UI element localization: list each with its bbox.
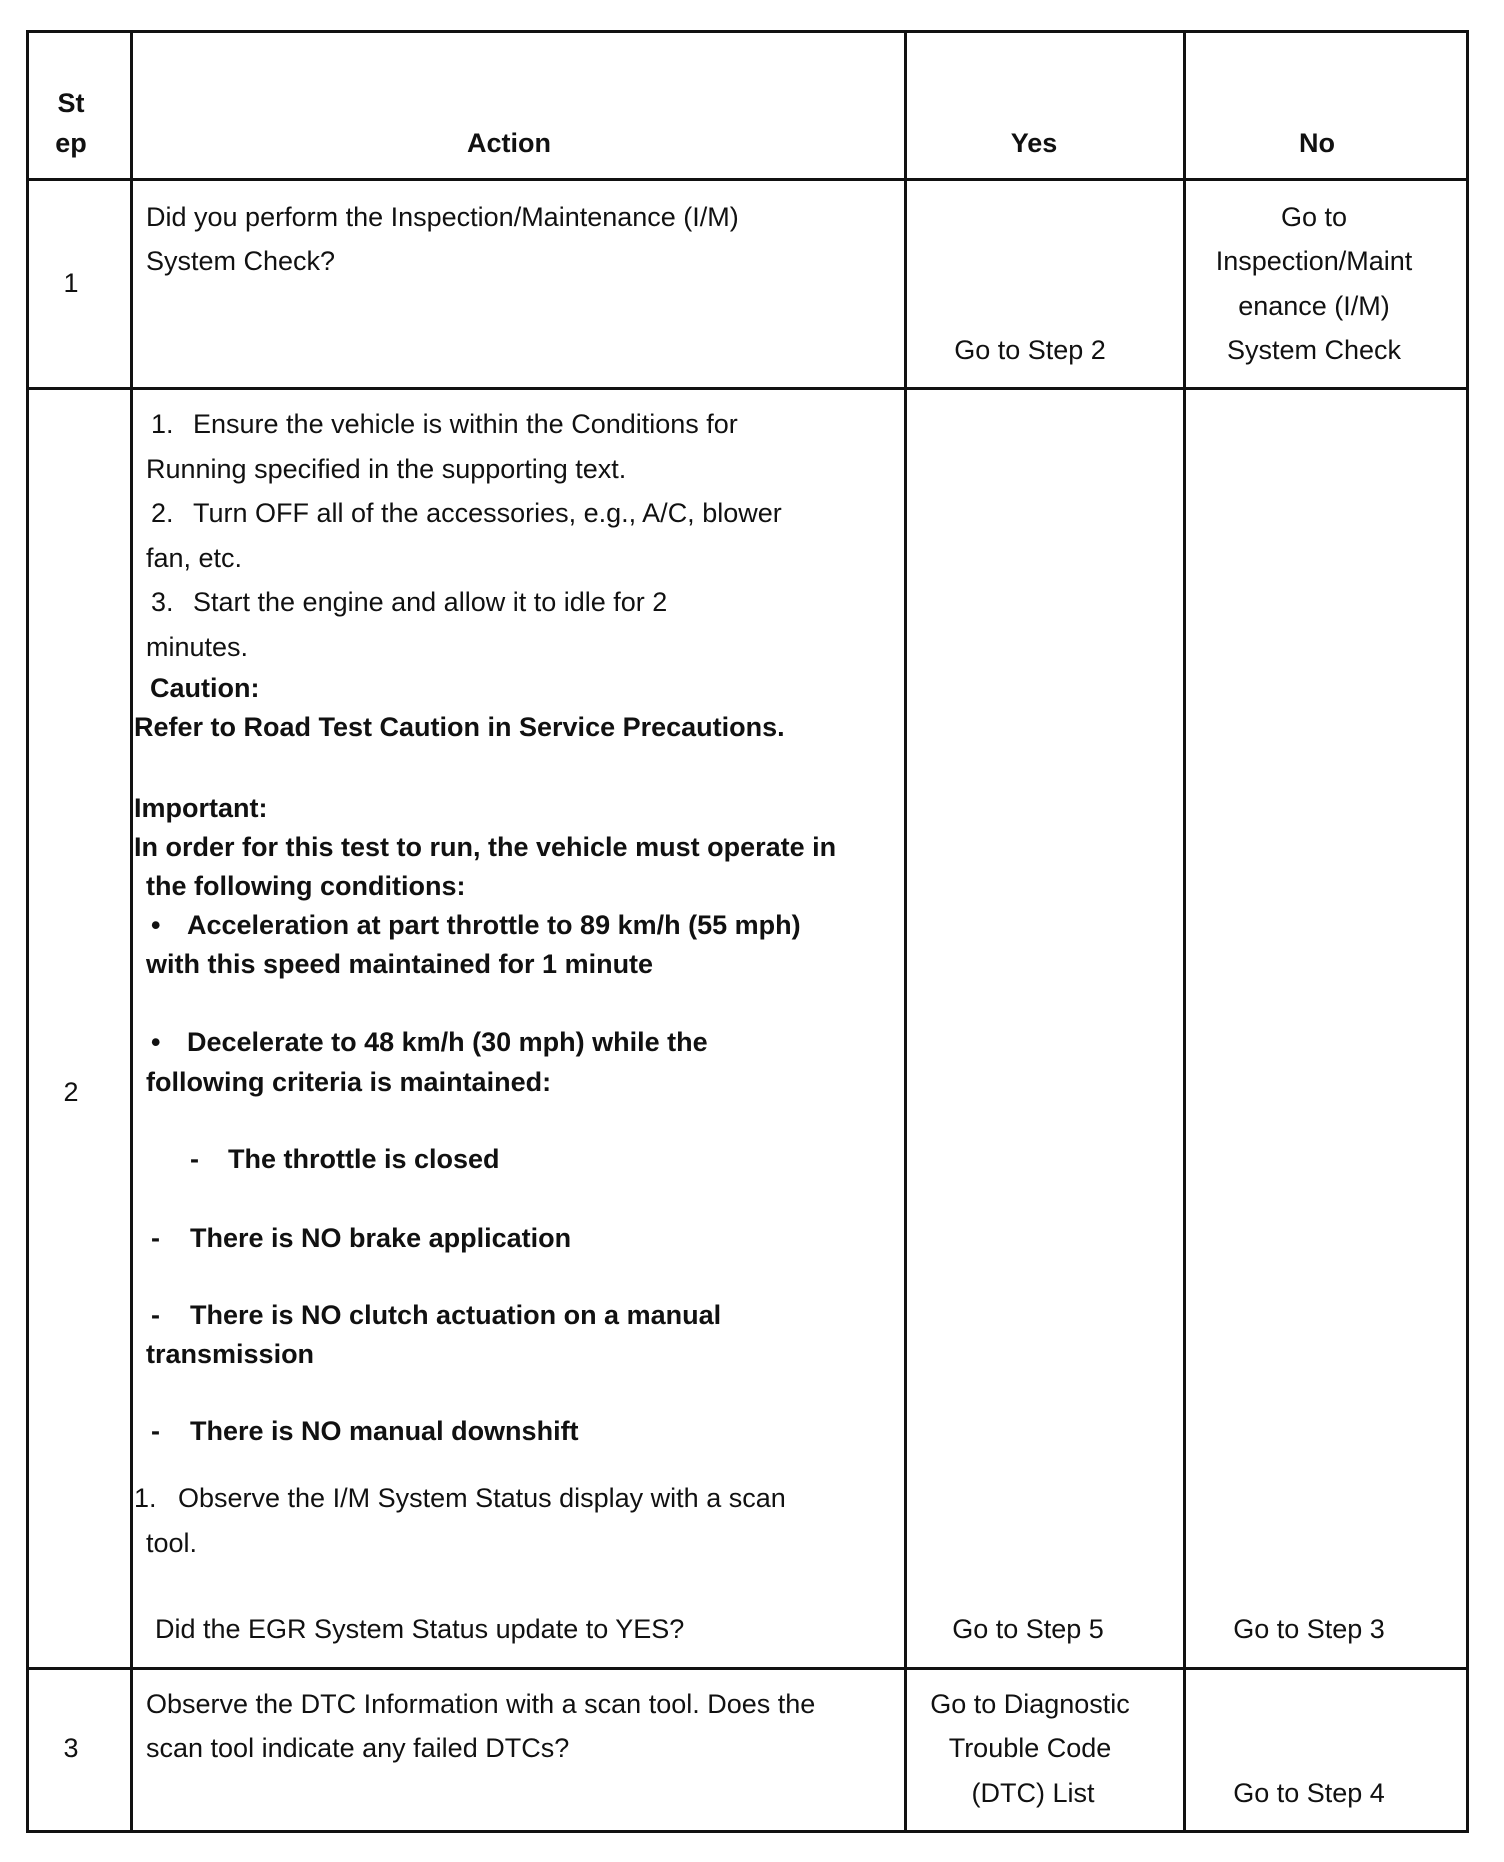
no-result-line: Go to bbox=[1280, 202, 1348, 232]
action-text: Observe the I/M System Status display with a scan bbox=[178, 1483, 786, 1513]
action-text: Turn OFF all of the accessories, e.g., A/C, blower bbox=[193, 498, 782, 528]
action-line: fan, etc. bbox=[146, 543, 243, 573]
list-marker: 2. bbox=[151, 498, 174, 528]
header-step-label: ep bbox=[55, 128, 87, 158]
criteria-dash-line bbox=[190, 1139, 500, 1179]
action-line: Running specified in the supporting text. bbox=[146, 454, 627, 484]
header-step-cell bbox=[26, 30, 133, 181]
action-line bbox=[151, 404, 738, 444]
header-yes-label: Yes bbox=[1010, 128, 1058, 158]
yes-cell bbox=[904, 1667, 1186, 1833]
condition-text: with this speed maintained for 1 minute bbox=[146, 949, 654, 979]
action-text: Ensure the vehicle is within the Conditions for bbox=[193, 409, 738, 439]
condition-bullet-line bbox=[151, 1022, 708, 1062]
criteria-text: There is NO clutch actuation on a manual bbox=[190, 1300, 722, 1330]
header-step-label: St bbox=[57, 88, 85, 118]
criteria-dash-line bbox=[151, 1218, 571, 1258]
no-result-line: Go to Step 4 bbox=[1233, 1778, 1385, 1808]
dash-marker: - bbox=[151, 1300, 160, 1330]
diagnostic-table bbox=[26, 30, 1469, 1833]
action-text: Start the engine and allow it to idle for 2 bbox=[193, 587, 668, 617]
action-cell bbox=[130, 387, 907, 1670]
action-line bbox=[151, 582, 667, 622]
bullet-marker: • bbox=[151, 1027, 161, 1057]
list-marker: 1. bbox=[134, 1483, 157, 1513]
criteria-dash-line bbox=[151, 1411, 579, 1451]
header-yes-cell bbox=[904, 30, 1186, 181]
action-line: Did you perform the Inspection/Maintenance (I/M) bbox=[146, 202, 739, 232]
criteria-text: There is NO manual downshift bbox=[190, 1416, 579, 1446]
yes-result-line: Go to Diagnostic bbox=[930, 1689, 1130, 1719]
yes-result-line: Trouble Code bbox=[948, 1733, 1112, 1763]
action-cell bbox=[130, 1667, 907, 1833]
no-result-line: Go to Step 3 bbox=[1233, 1614, 1385, 1644]
list-marker: 1. bbox=[151, 409, 174, 439]
condition-bullet-line bbox=[151, 905, 801, 945]
caution-text: Refer to Road Test Caution in Service Precautions. bbox=[134, 712, 785, 742]
criteria-text: There is NO brake application bbox=[190, 1223, 572, 1253]
action-line: System Check? bbox=[146, 246, 336, 276]
header-no-label: No bbox=[1299, 128, 1335, 158]
caution-label: Caution: bbox=[150, 673, 260, 703]
action-line: scan tool indicate any failed DTCs? bbox=[146, 1733, 570, 1763]
action-line: tool. bbox=[146, 1528, 198, 1558]
action-line bbox=[151, 493, 782, 533]
condition-text: following criteria is maintained: bbox=[146, 1067, 552, 1097]
step-cell bbox=[26, 178, 133, 390]
yes-cell bbox=[904, 387, 1186, 1670]
header-no-cell bbox=[1183, 30, 1469, 181]
condition-text: Acceleration at part throttle to 89 km/h (55 mph) bbox=[187, 910, 801, 940]
criteria-dash-line bbox=[151, 1295, 721, 1335]
no-result-line: Inspection/Maint bbox=[1215, 246, 1413, 276]
important-text: the following conditions: bbox=[146, 871, 466, 901]
step-number: 1 bbox=[63, 268, 79, 298]
important-text: In order for this test to run, the vehicle must operate in bbox=[134, 832, 837, 862]
action-cell bbox=[130, 178, 907, 390]
no-cell bbox=[1183, 178, 1469, 390]
list-marker: 3. bbox=[151, 587, 174, 617]
action-line: Observe the DTC Information with a scan tool. Does the bbox=[146, 1689, 816, 1719]
step-number: 2 bbox=[63, 1077, 79, 1107]
step-cell bbox=[26, 387, 133, 1670]
no-result-line: enance (I/M) bbox=[1238, 291, 1390, 321]
step-number: 3 bbox=[63, 1733, 79, 1763]
no-cell bbox=[1183, 387, 1469, 1670]
header-action-cell bbox=[130, 30, 907, 181]
step-cell bbox=[26, 1667, 133, 1833]
criteria-text: The throttle is closed bbox=[228, 1144, 500, 1174]
yes-result-line: (DTC) List bbox=[971, 1778, 1095, 1808]
condition-text: Decelerate to 48 km/h (30 mph) while the bbox=[187, 1027, 708, 1057]
yes-result-line: Go to Step 5 bbox=[952, 1614, 1104, 1644]
dash-marker: - bbox=[151, 1223, 160, 1253]
header-action-label: Action bbox=[467, 128, 551, 158]
action-question: Did the EGR System Status update to YES? bbox=[155, 1614, 685, 1644]
dash-marker: - bbox=[151, 1416, 160, 1446]
yes-result-line: Go to Step 2 bbox=[954, 335, 1106, 365]
dash-marker: - bbox=[190, 1144, 199, 1174]
no-cell bbox=[1183, 1667, 1469, 1833]
bullet-marker: • bbox=[151, 910, 161, 940]
criteria-text: transmission bbox=[146, 1339, 315, 1369]
important-label: Important: bbox=[134, 793, 268, 823]
yes-cell bbox=[904, 178, 1186, 390]
action-line: minutes. bbox=[146, 632, 249, 662]
action-line bbox=[134, 1478, 786, 1518]
no-result-line: System Check bbox=[1226, 335, 1402, 365]
